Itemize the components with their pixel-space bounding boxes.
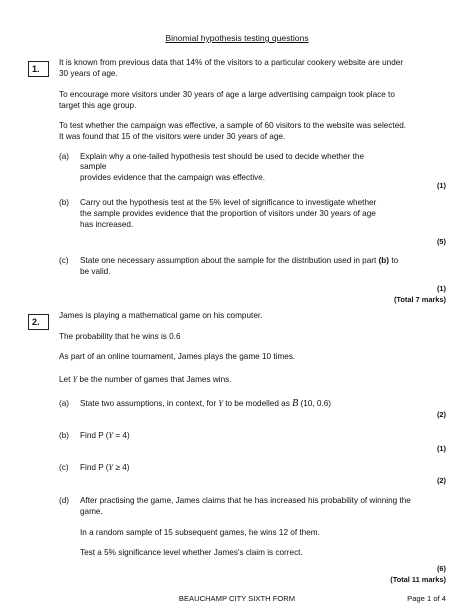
q1-part-c-marks: (1) <box>436 284 446 293</box>
q2-part-a-pre: State two assumptions, in context, for <box>80 399 219 408</box>
q1-part-b-text: has increased. <box>80 220 134 229</box>
q2-variable: Y <box>218 399 223 408</box>
q1-part-a-text: sample <box>80 162 107 171</box>
q1-intro-line: It is known from previous data that 14% of the visitors to a particular cookery website are under <box>59 58 404 67</box>
q2-intro-line <box>59 375 232 386</box>
q2-part-b-pre: Find P ( <box>80 431 109 440</box>
question-1-number: 1. <box>32 64 40 74</box>
q2-part-a-marks: (2) <box>436 410 446 419</box>
q2-part-c-marks: (2) <box>436 476 446 485</box>
q1-part-a-text: provides evidence that the campaign was effective. <box>80 173 266 182</box>
q2-total-marks: (Total 11 marks) <box>390 575 446 584</box>
q1-part-b-text: Carry out the hypothesis test at the 5% level of significance to investigate whether <box>80 198 377 207</box>
q2-part-d-text: game. <box>80 507 103 516</box>
q2-part-a-dist: B <box>292 398 299 409</box>
q2-variable: Y <box>108 431 114 440</box>
q2-part-d-label: (d) <box>59 496 70 505</box>
q1-part-a-label: (a) <box>59 152 70 161</box>
q2-variable: Y <box>108 463 114 472</box>
q2-part-c-pre: Find P ( <box>80 463 109 472</box>
q2-intro-pre: Let <box>59 375 73 384</box>
q1-part-b-text: the sample provides evidence that the proportion of visitors under 30 years of age <box>80 209 376 218</box>
q2-part-d-text: In a random sample of 15 subsequent games, he wins 12 of them. <box>80 528 320 537</box>
q2-part-c-text <box>80 463 129 474</box>
footer-school: BEAUCHAMP CITY SIXTH FORM <box>178 594 296 603</box>
q1-part-c-text-post: to <box>389 256 399 265</box>
q2-part-a-text <box>80 399 331 410</box>
question-2-number-box <box>28 314 49 330</box>
q2-part-b-text <box>80 431 130 442</box>
q1-total-marks: (Total 7 marks) <box>393 295 446 304</box>
q2-intro-line: The probability that he wins is 0.6 <box>59 332 181 341</box>
q2-variable: Y <box>72 375 78 384</box>
q2-intro-line: As part of an online tournament, James plays the game 10 times. <box>59 352 296 361</box>
q1-part-a-text: Explain why a one-tailed hypothesis test should be used to decide whether the <box>80 152 365 161</box>
footer-page-number: Page 1 of 4 <box>407 594 446 603</box>
q1-intro-line: 30 years of age. <box>59 69 118 78</box>
q2-part-d-marks: (6) <box>436 564 446 573</box>
q1-intro-line: It was found that 15 of the visitors were under 30 years of age. <box>59 132 286 141</box>
question-1-number-box <box>28 61 49 77</box>
q1-part-c-text <box>80 256 398 267</box>
q2-part-c-post: ≥ 4) <box>113 463 130 472</box>
q1-part-c-text: be valid. <box>80 267 111 276</box>
q2-intro-post: be the number of games that James wins. <box>77 375 232 384</box>
q2-part-a-label: (a) <box>59 399 70 408</box>
q1-part-b-label: (b) <box>59 198 70 207</box>
q1-part-c-text-pre: State one necessary assumption about the sample for the distribution used in part <box>80 256 379 265</box>
q2-part-c-label: (c) <box>59 463 69 472</box>
q2-part-b-label: (b) <box>59 431 70 440</box>
q2-part-b-marks: (1) <box>436 444 446 453</box>
question-2-number: 2. <box>32 317 40 327</box>
q1-intro-line: To test whether the campaign was effective, a sample of 60 visitors to the website was selected. <box>59 121 407 130</box>
q2-part-d-text: Test a 5% significance level whether James's claim is correct. <box>80 548 303 557</box>
q1-part-c-ref: (b) <box>378 256 390 265</box>
q1-part-b-marks: (5) <box>436 237 446 246</box>
q1-part-a-marks: (1) <box>436 181 446 190</box>
q1-part-c-label: (c) <box>59 256 69 265</box>
q2-part-b-post: = 4) <box>113 431 130 440</box>
q2-part-a-params: (10, 0.6) <box>298 399 331 408</box>
page-title: Binomial hypothesis testing questions <box>165 33 309 43</box>
q2-part-a-mid: to be modelled as <box>222 399 293 408</box>
q1-intro-line: target this age group. <box>59 101 137 110</box>
q2-part-d-text: After practising the game, James claims that he has increased his probability of winning the <box>80 496 411 505</box>
q2-intro-line: James is playing a mathematical game on his computer. <box>59 311 263 320</box>
q1-intro-line: To encourage more visitors under 30 years of age a large advertising campaign took place to <box>59 90 395 99</box>
